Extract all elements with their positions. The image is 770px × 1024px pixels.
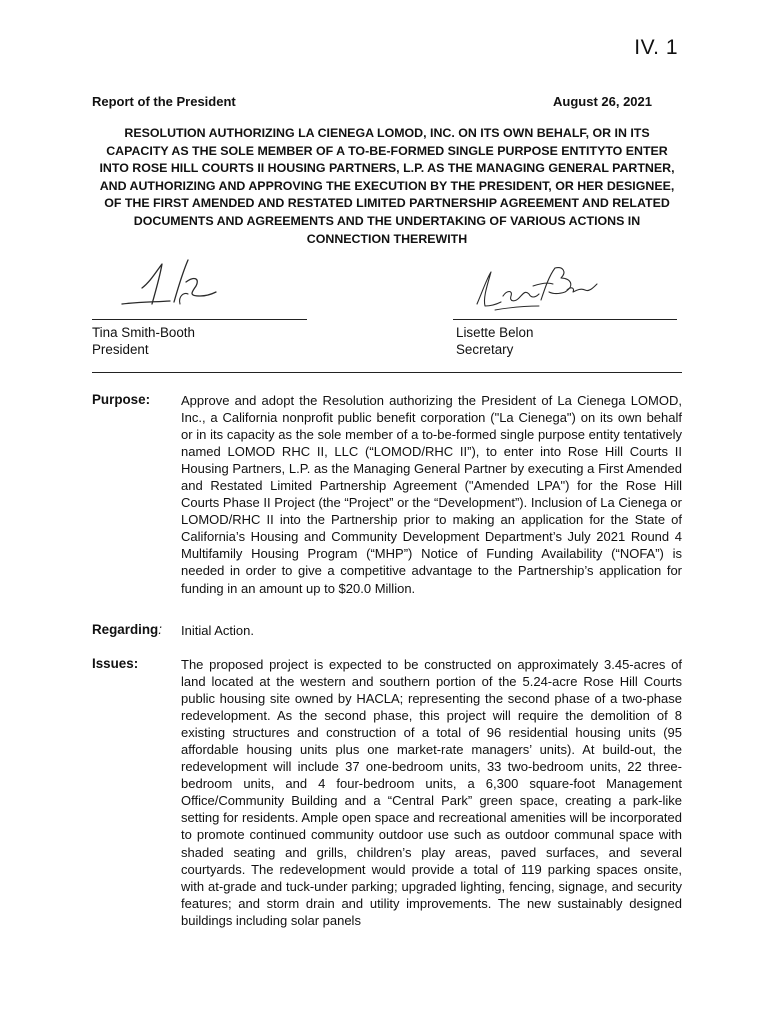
purpose-text: Approve and adopt the Resolution authorizing the President of La Cienega LOMOD, Inc., a California nonprofit public benefit corporation ("La Cienega") on its own behalf or in its capacity as the sole member of a to-be-formed single purpose entity tentatively named LOMOD RHC II, LLC (“LOMOD/RHC II”), to enter into Rose Hill Courts II Housing Partners, L.P. as the Managing General Partner by executing a First Amended and Restated Limited Partnership Agreement ("Amended LPA") for the Rose Hill Courts Phase II Project (the “Project” or the “Development”). Inclusion of La Cienega or LOMOD/RHC II into the Partnership prior to making an application for the State of California’s Housing and Community Development Department’s July 2021 Round 4 Multifamily Housing Program (“MHP”) Notice of Funding Availability (“NOFA”) is needed in order to give a competitive advantage to the Partnership’s application for funding in an amount up to $20.0 Million. bbox=[181, 393, 682, 596]
resolution-title: RESOLUTION AUTHORIZING LA CIENEGA LOMOD, INC. ON ITS OWN BEHALF, OR IN ITS CAPACITY AS THE SOLE MEMBER OF A TO-BE-FORMED SINGLE PURPOSE ENTITYTO ENTER INTO ROSE HILL COURTS II HOUSING PARTNERS, L.P. AS THE MANAGING GENERAL PARTNER, AND AUTHORIZING AND APPROVING THE EXECUTION BY THE PRESIDENT, OR HER DESIGNEE, OF THE FIRST AMENDED AND RESTATED LIMITED PARTNERSHIP AGREEMENT AND RELATED DOCUMENTS AND AGREEMENTS AND THE UNDERTAKING OF VARIOUS ACTIONS IN CONNECTION THEREWITH bbox=[99, 126, 675, 246]
signatory-role: President bbox=[92, 342, 149, 357]
signatory-role: Secretary bbox=[456, 342, 514, 357]
signature-line bbox=[92, 319, 307, 320]
signatory-name: Tina Smith-Booth bbox=[92, 325, 195, 340]
signature-line bbox=[453, 319, 677, 320]
secretary-signature bbox=[467, 260, 607, 318]
president-signature bbox=[108, 252, 228, 316]
regarding-text: Initial Action. bbox=[181, 623, 254, 638]
issues-text: The proposed project is expected to be constructed on approximately 3.45-acres of land located at the western and southern portion of the 5.24-acre Rose Hill Courts public housing site owned by HACLA; representing the second phase of a two-phase redevelopment. As the second phase, this project will require the demolition of 8 existing structures and construction of a total of 96 residential housing units (95 affordable housing units plus one market-rate managers’ units). At build-out, the redevelopment will include 37 one-bedroom units, 33 two-bedroom units, 22 three-bedroom units, and 4 four-bedroom units, a 6,300 square-foot Management Office/Community Building and a “Central Park” green space, creating a park-like setting for residents. Ample open space and recreational amenities will be incorporated to promote continued community outdoor use such as outdoor communal space with shaded seating and grills, children’s play areas, paved surfaces, and several courtyards. The redevelopment would provide a total of 119 parking spaces onsite, with at-grade and tuck-under parking; upgraded lighting, fencing, signage, and security features; and storm drain and utility improvements. The new sustainably designed buildings including solar panels bbox=[181, 657, 682, 928]
issues-label: Issues: bbox=[92, 656, 139, 671]
regarding-label-colon: : bbox=[158, 622, 162, 637]
page-number: IV. 1 bbox=[634, 36, 678, 59]
purpose-label: Purpose: bbox=[92, 392, 151, 407]
report-date: August 26, 2021 bbox=[553, 94, 652, 109]
signatory-name: Lisette Belon bbox=[456, 325, 534, 340]
section-divider bbox=[92, 372, 682, 373]
regarding-label-text: Regarding bbox=[92, 622, 159, 637]
regarding-label bbox=[92, 622, 162, 637]
report-heading: Report of the President bbox=[92, 94, 236, 109]
